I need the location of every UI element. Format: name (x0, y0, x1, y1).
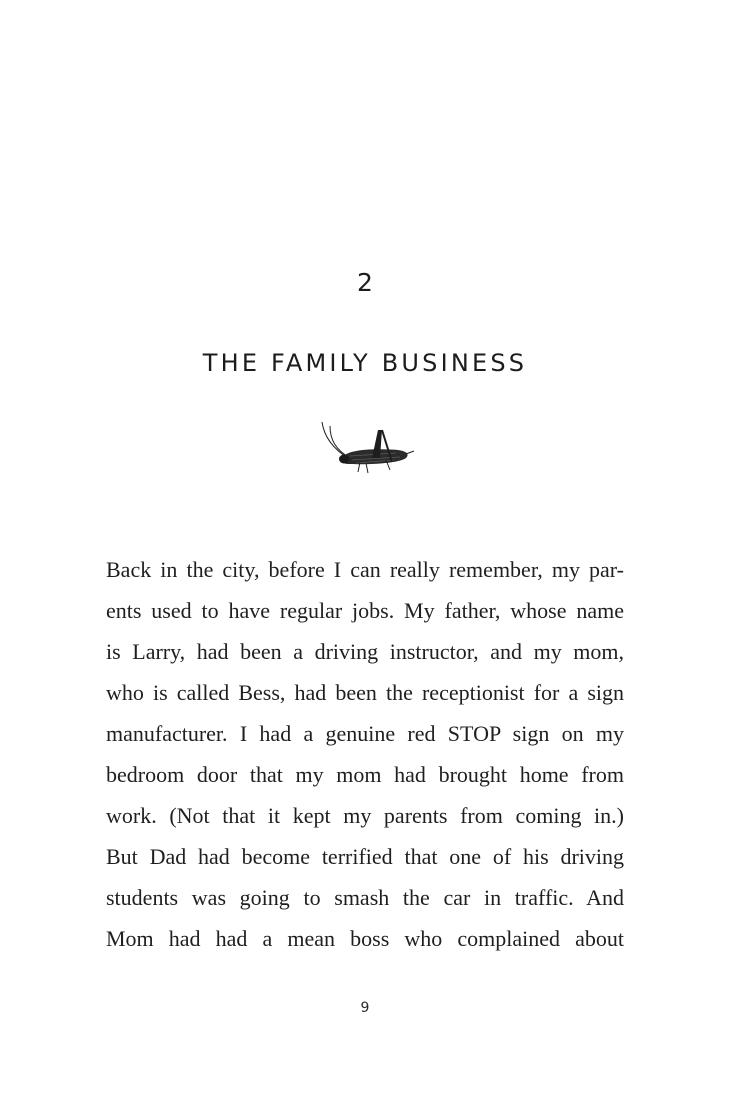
body-line: Mom had had a mean boss who complained about (106, 926, 624, 951)
chapter-title: THE FAMILY BUSINESS (202, 349, 528, 377)
page-number: 9 (360, 1000, 370, 1016)
body-line: manufacturer. I had a genuine red STOP sign on my (106, 721, 624, 746)
cricket-illustration-icon (310, 418, 420, 478)
body-line: But Dad had become terrified that one of his driving (106, 844, 624, 869)
body-line: students was going to smash the car in traffic. And (106, 885, 624, 910)
body-line: Back in the city, before I can really remember, my par- (106, 557, 624, 582)
body-line: work. (Not that it kept my parents from coming in.) (106, 803, 624, 828)
body-line: bedroom door that my mom had brought home from (106, 762, 624, 787)
body-line: is Larry, had been a driving instructor, and my mom, (106, 639, 624, 664)
body-paragraph (106, 549, 624, 959)
body-line: who is called Bess, had been the receptionist for a sign (106, 680, 624, 705)
body-line: ents used to have regular jobs. My father, whose name (106, 598, 624, 623)
chapter-number: 2 (357, 268, 373, 297)
